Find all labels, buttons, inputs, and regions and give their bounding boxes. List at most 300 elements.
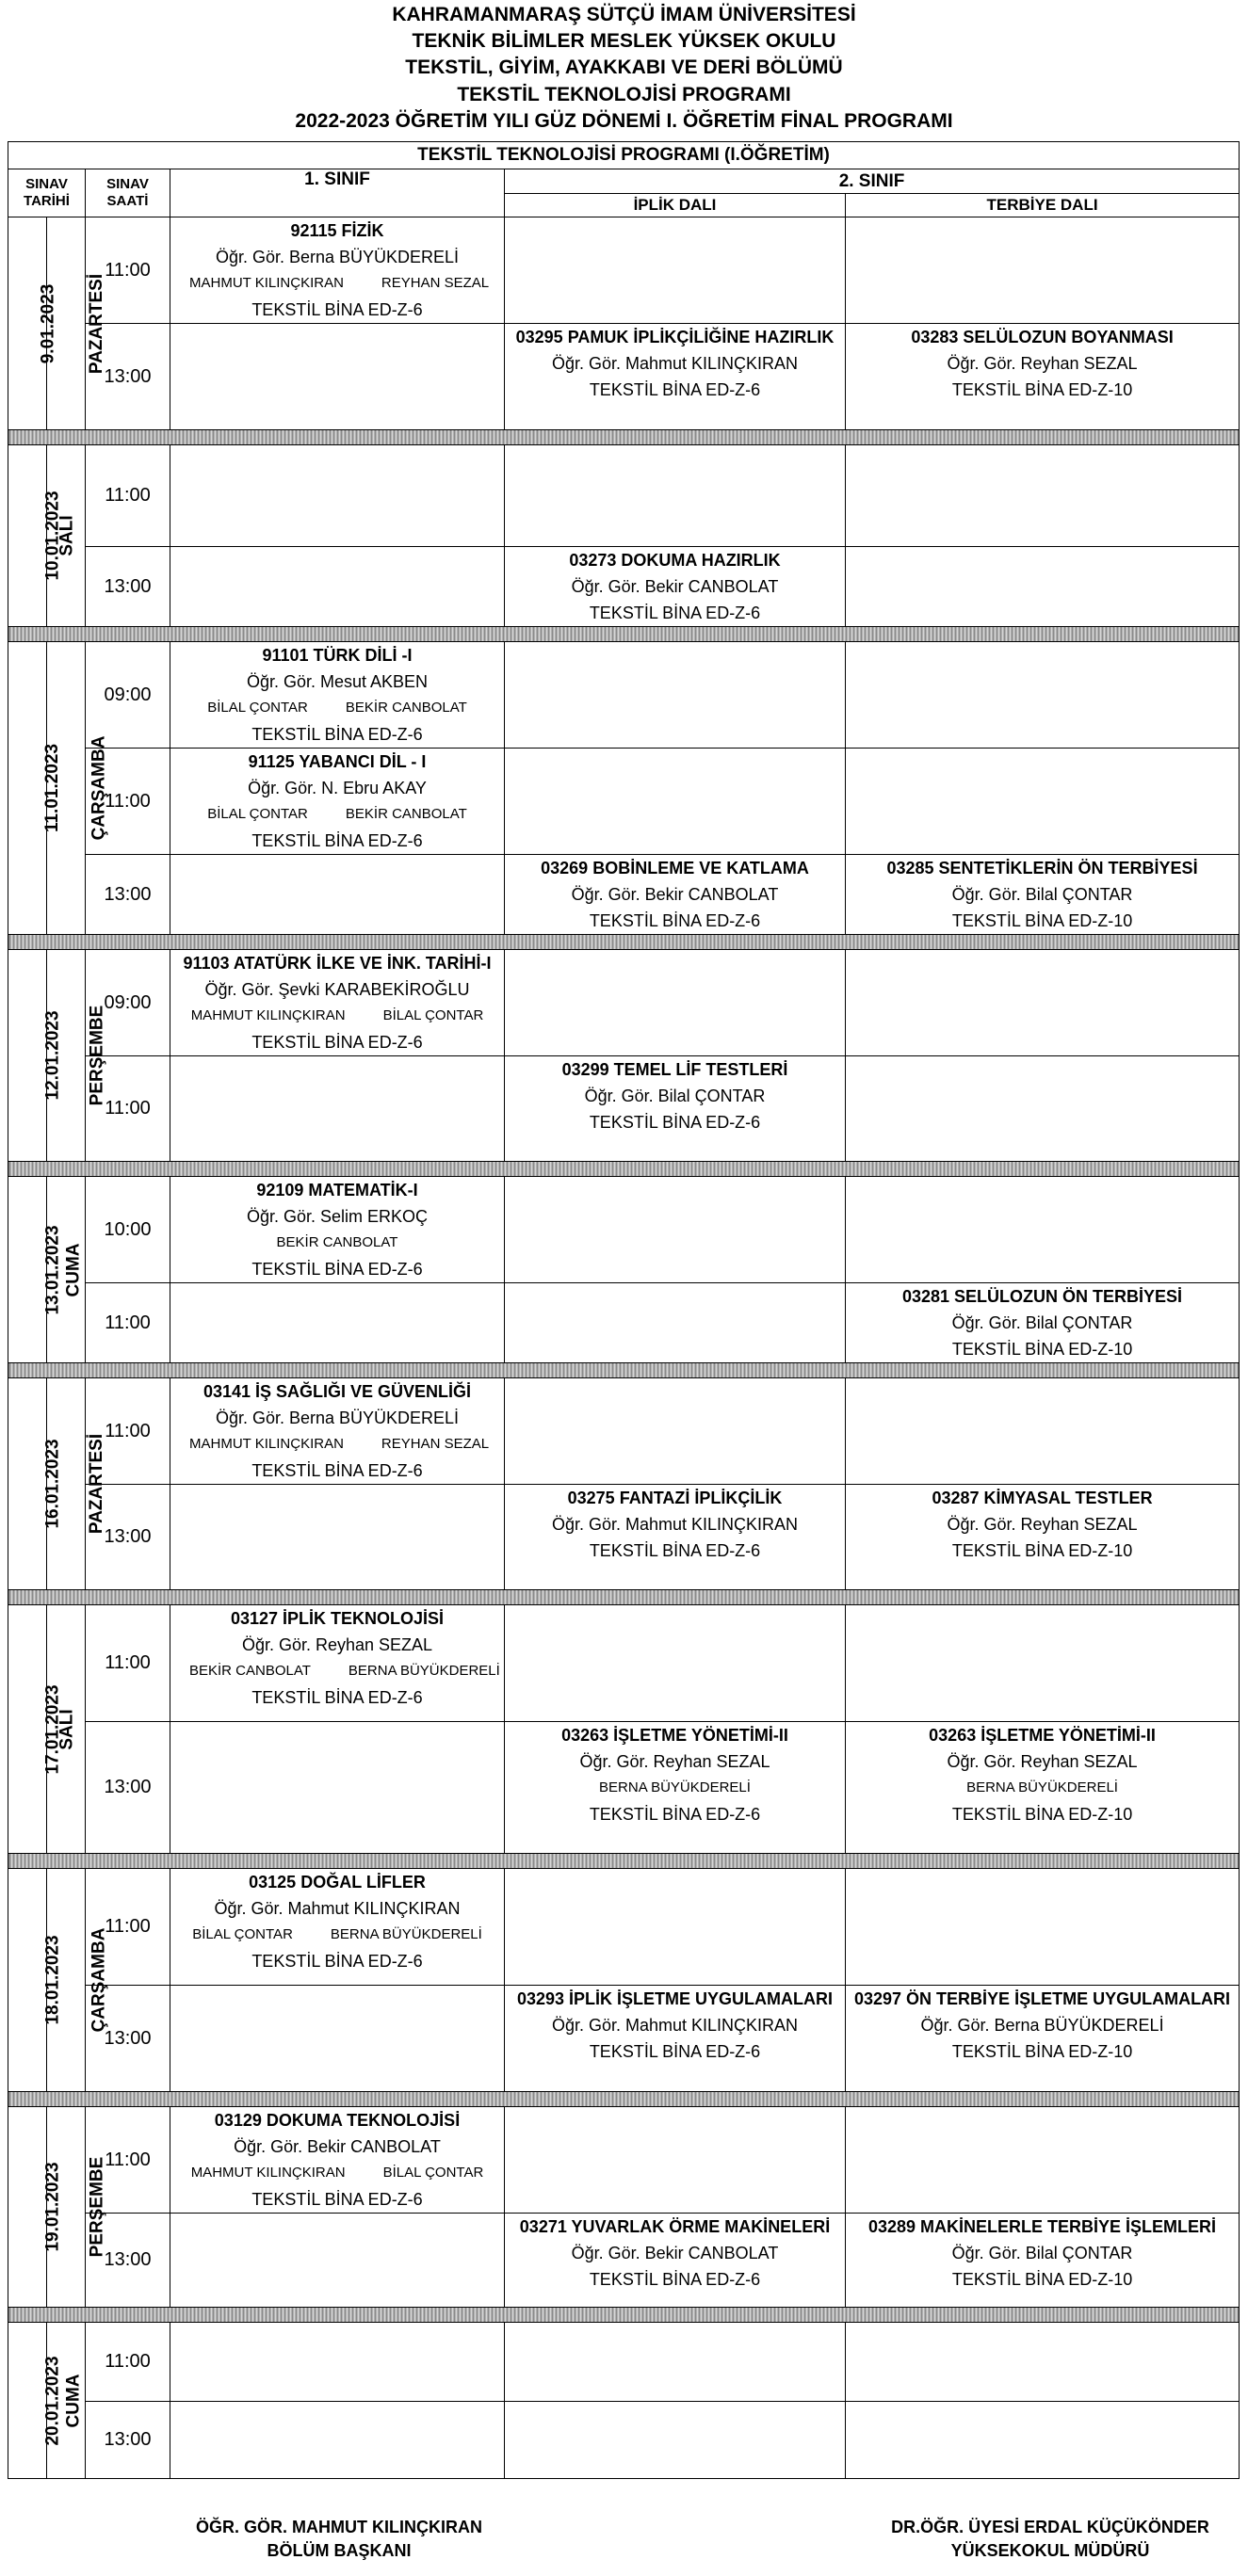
exam-date-cell: [8, 1605, 63, 1854]
exam-day-cell: [47, 445, 86, 627]
cell-terbiye: [846, 217, 1240, 324]
exam-entry: [846, 2214, 1239, 2293]
invigilator-name: BERNA BÜYÜKDERELİ: [348, 1663, 500, 1679]
day-separator: [8, 1363, 1240, 1378]
exam-entry: [846, 1485, 1239, 1564]
cell-terbiye: [846, 1177, 1240, 1283]
exam-location: TEKSTİL BİNA ED-Z-10: [951, 2042, 1133, 2061]
cell-terbiye: [846, 1869, 1240, 1986]
exam-title: 03273 DOKUMA HAZIRLIK: [569, 551, 781, 570]
exam-title: 03129 DOKUMA TEKNOLOJİSİ: [214, 2111, 461, 2130]
table-row: [8, 445, 1240, 547]
cell-iplik: [505, 1605, 846, 1722]
exam-entry: [505, 1056, 845, 1135]
cell-iplik: [505, 1986, 846, 2092]
exam-invigilators: [170, 801, 504, 828]
table-row: [8, 2214, 1240, 2308]
exam-entry: [505, 1722, 845, 1827]
signature-right-name: DR.ÖĞR. ÜYESİ ERDAL KÜÇÜKÖNDER: [891, 2518, 1209, 2536]
cell-class1: [170, 547, 505, 627]
exam-title: 03289 MAKİNELERLE TERBİYE İŞLEMLERİ: [867, 2217, 1217, 2236]
exam-entry: [505, 1485, 845, 1564]
exam-time: 09:00: [86, 642, 170, 749]
exam-time: 11:00: [86, 1056, 170, 1162]
invigilator-name: BERNA BÜYÜKDERELİ: [599, 1779, 751, 1795]
cell-iplik: [505, 950, 846, 1056]
exam-teacher: Öğr. Gör. Mahmut KILINÇKIRAN: [214, 1899, 461, 1918]
table-row: [8, 1283, 1240, 1363]
cell-terbiye: [846, 324, 1240, 430]
exam-invigilators: [170, 1230, 504, 1256]
exam-time: 11:00: [86, 1283, 170, 1363]
invigilator-name: BERNA BÜYÜKDERELİ: [966, 1779, 1118, 1795]
table-row: [8, 1605, 1240, 1722]
invigilator-name: MAHMUT KILINÇKIRAN: [189, 1436, 344, 1452]
exam-time: 11:00: [86, 1605, 170, 1722]
signature-left: [160, 2516, 518, 2563]
cell-iplik: [505, 2107, 846, 2214]
table-row: [8, 2323, 1240, 2402]
invigilator-name: BİLAL ÇONTAR: [207, 700, 308, 716]
invigilator-name: BERNA BÜYÜKDERELİ: [330, 1926, 482, 1942]
exam-date-cell: [8, 1177, 63, 1363]
exam-location: TEKSTİL BİNA ED-Z-10: [951, 1805, 1133, 1824]
exam-location: TEKSTİL BİNA ED-Z-6: [589, 1113, 761, 1132]
table-row: [8, 1485, 1240, 1590]
exam-title: 03287 KİMYASAL TESTLER: [932, 1489, 1153, 1507]
exam-date: 16.01.2023: [42, 1439, 63, 1529]
invigilator-name: MAHMUT KILINÇKIRAN: [189, 275, 344, 291]
day-separator: [8, 1590, 1240, 1605]
cell-class1: [170, 1283, 505, 1363]
table-row: [8, 1869, 1240, 1986]
exam-time: 11:00: [86, 217, 170, 324]
cell-iplik: [505, 2402, 846, 2479]
exam-date: 12.01.2023: [42, 1010, 63, 1101]
exam-title: 03283 SELÜLOZUN BOYANMASI: [911, 328, 1174, 346]
cell-class1: [170, 1485, 505, 1590]
exam-time: 11:00: [86, 1378, 170, 1485]
exam-location: TEKSTİL BİNA ED-Z-10: [951, 2270, 1133, 2289]
exam-title: 03269 BOBİNLEME VE KATLAMA: [541, 859, 809, 877]
exam-location: TEKSTİL BİNA ED-Z-10: [951, 1541, 1133, 1560]
day-separator: [8, 430, 1240, 445]
exam-location: TEKSTİL BİNA ED-Z-6: [589, 604, 761, 622]
exam-day: SALI: [57, 1708, 77, 1750]
exam-invigilators: [846, 1775, 1239, 1801]
table-row: [8, 950, 1240, 1056]
cell-iplik: [505, 324, 846, 430]
table-row: [8, 2402, 1240, 2479]
exam-title: 91103 ATATÜRK İLKE VE İNK. TARİHİ-I: [183, 954, 492, 973]
cell-iplik: [505, 642, 846, 749]
exam-day-cell: [47, 217, 107, 430]
exam-teacher: Öğr. Gör. Mesut AKBEN: [246, 672, 429, 691]
signature-left-name: ÖĞR. GÖR. MAHMUT KILINÇKIRAN: [196, 2518, 482, 2536]
exam-invigilators: [170, 695, 504, 721]
exam-entry: [170, 1869, 504, 1974]
table-row: [8, 855, 1240, 935]
exam-teacher: Öğr. Gör. Berna BÜYÜKDERELİ: [215, 248, 460, 266]
exam-location: TEKSTİL BİNA ED-Z-6: [251, 1688, 423, 1707]
exam-day: CUMA: [63, 2374, 84, 2427]
exam-entry: [170, 950, 504, 1055]
exam-time: 13:00: [86, 547, 170, 627]
exam-entry: [846, 324, 1239, 403]
exam-location: TEKSTİL BİNA ED-Z-10: [951, 380, 1133, 399]
cell-class1: [170, 2402, 505, 2479]
cell-class1: [170, 2323, 505, 2402]
cell-terbiye: [846, 1056, 1240, 1162]
exam-entry: [505, 324, 845, 403]
exam-location: TEKSTİL BİNA ED-Z-6: [251, 1033, 423, 1052]
table-row: [8, 2107, 1240, 2214]
exam-location: TEKSTİL BİNA ED-Z-6: [589, 1541, 761, 1560]
signature-left-role: BÖLÜM BAŞKANI: [267, 2541, 412, 2560]
exam-date: 11.01.2023: [42, 743, 63, 833]
exam-teacher: Öğr. Gör. Reyhan SEZAL: [241, 1635, 433, 1654]
cell-iplik: [505, 1056, 846, 1162]
exam-date: 18.01.2023: [42, 1935, 63, 2025]
table-row: [8, 642, 1240, 749]
exam-location: TEKSTİL BİNA ED-Z-6: [251, 2190, 423, 2209]
cell-class1: [170, 855, 505, 935]
exam-day: PAZARTESİ: [87, 273, 107, 374]
exam-date-cell: [8, 1378, 63, 1590]
cell-class1: [170, 1378, 505, 1485]
exam-day-cell: [47, 950, 107, 1162]
exam-title: 03263 İŞLETME YÖNETİMİ-II: [929, 1726, 1156, 1745]
cell-iplik: [505, 2214, 846, 2308]
exam-location: TEKSTİL BİNA ED-Z-6: [589, 2042, 761, 2061]
exam-invigilators: [170, 2160, 504, 2186]
cell-terbiye: [846, 2107, 1240, 2214]
day-separator: [8, 2092, 1240, 2107]
exam-time: 11:00: [86, 2323, 170, 2402]
exam-location: TEKSTİL BİNA ED-Z-10: [951, 911, 1133, 930]
cell-terbiye: [846, 445, 1240, 547]
cell-terbiye: [846, 547, 1240, 627]
cell-class1: [170, 324, 505, 430]
header-line-5: 2022-2023 ÖĞRETİM YILI GÜZ DÖNEMİ I. ÖĞRETİM FİNAL PROGRAMI: [295, 110, 953, 132]
exam-time: 13:00: [86, 2402, 170, 2479]
exam-teacher: Öğr. Gör. Mahmut KILINÇKIRAN: [551, 2016, 799, 2035]
day-separator: [8, 1162, 1240, 1177]
invigilator-name: MAHMUT KILINÇKIRAN: [190, 1007, 346, 1023]
cell-class1: [170, 445, 505, 547]
table-row: [8, 324, 1240, 430]
exam-teacher: Öğr. Gör. Bekir CANBOLAT: [571, 2244, 779, 2262]
table-title: TEKSTİL TEKNOLOJİSİ PROGRAMI (I.ÖĞRETİM): [8, 142, 1240, 169]
exam-teacher: Öğr. Gör. Berna BÜYÜKDERELİ: [215, 1409, 460, 1427]
invigilator-name: BEKİR CANBOLAT: [345, 806, 467, 822]
col-header-branch-iplik: İPLİK DALI: [505, 194, 846, 217]
exam-time: 11:00: [86, 1869, 170, 1986]
exam-teacher: Öğr. Gör. Reyhan SEZAL: [579, 1752, 770, 1771]
exam-location: TEKSTİL BİNA ED-Z-6: [589, 2270, 761, 2289]
exam-title: 03141 İŞ SAĞLIĞI VE GÜVENLİĞİ: [203, 1382, 472, 1401]
exam-teacher: Öğr. Gör. Reyhan SEZAL: [947, 1752, 1138, 1771]
exam-title: 03295 PAMUK İPLİKÇİLİĞİNE HAZIRLIK: [515, 328, 835, 346]
cell-terbiye: [846, 1986, 1240, 2092]
day-separator: [8, 627, 1240, 642]
exam-title: 03285 SENTETİKLERİN ÖN TERBİYESİ: [886, 859, 1198, 877]
exam-date-cell: [8, 2323, 63, 2479]
invigilator-name: REYHAN SEZAL: [381, 275, 490, 291]
exam-time: 11:00: [86, 2107, 170, 2214]
exam-location: TEKSTİL BİNA ED-Z-6: [589, 380, 761, 399]
exam-time: 13:00: [86, 1722, 170, 1854]
exam-entry: [505, 855, 845, 934]
cell-terbiye: [846, 2323, 1240, 2402]
exam-teacher: Öğr. Gör. Reyhan SEZAL: [947, 354, 1138, 373]
exam-teacher: Öğr. Gör. Bekir CANBOLAT: [571, 885, 779, 904]
signature-right: [852, 2516, 1248, 2563]
exam-teacher: Öğr. Gör. Reyhan SEZAL: [947, 1515, 1138, 1534]
exam-teacher: Öğr. Gör. Bilal ÇONTAR: [951, 1313, 1133, 1332]
invigilator-name: BİLAL ÇONTAR: [192, 1926, 293, 1942]
exam-day-cell: [47, 1378, 107, 1590]
cell-class1: [170, 1056, 505, 1162]
exam-title: 03125 DOĞAL LİFLER: [249, 1873, 426, 1892]
col-header-class1: 1. SINIF: [170, 169, 505, 217]
exam-title: 03271 YUVARLAK ÖRME MAKİNELERİ: [519, 2217, 831, 2236]
exam-date-cell: [8, 1869, 63, 2092]
cell-iplik: [505, 1283, 846, 1363]
cell-terbiye: [846, 1378, 1240, 1485]
header-line-2: TEKNİK BİLİMLER MESLEK YÜKSEK OKULU: [412, 30, 836, 52]
cell-class1: [170, 642, 505, 749]
exam-date-cell: [8, 642, 63, 935]
exam-day-cell: [47, 1605, 86, 1854]
cell-terbiye: [846, 950, 1240, 1056]
cell-terbiye: [846, 855, 1240, 935]
exam-entry: [170, 1378, 504, 1484]
exam-teacher: Öğr. Gör. Berna BÜYÜKDERELİ: [920, 2016, 1164, 2035]
exam-time: 13:00: [86, 1986, 170, 2092]
exam-date: 10.01.2023: [42, 491, 63, 581]
exam-invigilators: [505, 1775, 845, 1801]
cell-terbiye: [846, 1283, 1240, 1363]
invigilator-name: BİLAL ÇONTAR: [207, 806, 308, 822]
exam-time: 10:00: [86, 1177, 170, 1283]
exam-title: 92115 FİZİK: [290, 221, 384, 240]
exam-entry: [170, 749, 504, 854]
col-header-time: SINAV SAATİ: [86, 169, 170, 217]
exam-day: PERŞEMBE: [87, 2156, 107, 2258]
exam-day: ÇARŞAMBA: [89, 1927, 109, 2033]
exam-time: 11:00: [86, 445, 170, 547]
invigilator-name: BEKİR CANBOLAT: [189, 1663, 311, 1679]
table-row: [8, 1378, 1240, 1485]
exam-day: SALI: [57, 515, 77, 556]
cell-iplik: [505, 2323, 846, 2402]
exam-teacher: Öğr. Gör. Bilal ÇONTAR: [951, 885, 1133, 904]
exam-title: 03281 SELÜLOZUN ÖN TERBİYESİ: [901, 1287, 1183, 1306]
cell-terbiye: [846, 2402, 1240, 2479]
exam-location: TEKSTİL BİNA ED-Z-6: [251, 1461, 423, 1480]
exam-teacher: Öğr. Gör. Bilal ÇONTAR: [951, 2244, 1133, 2262]
table-row: [8, 1986, 1240, 2092]
exam-entry: [170, 217, 504, 323]
exam-entry: [846, 1283, 1239, 1362]
exam-date-cell: [8, 217, 58, 430]
exam-time: 13:00: [86, 2214, 170, 2308]
exam-day: CUMA: [63, 1243, 84, 1296]
exam-date-cell: [8, 2107, 63, 2308]
cell-class1: [170, 1869, 505, 1986]
exam-location: TEKSTİL BİNA ED-Z-6: [251, 300, 423, 319]
cell-terbiye: [846, 1722, 1240, 1854]
cell-class1: [170, 1722, 505, 1854]
cell-iplik: [505, 547, 846, 627]
header-line-4: TEKSTİL TEKNOLOJİSİ PROGRAMI: [457, 84, 791, 105]
col-header-branch-terbiye: TERBİYE DALI: [846, 194, 1240, 217]
exam-date-cell: [8, 445, 63, 627]
invigilator-name: BİLAL ÇONTAR: [382, 1007, 484, 1023]
signature-right-role: YÜKSEKOKUL MÜDÜRÜ: [950, 2541, 1150, 2560]
cell-class1: [170, 217, 505, 324]
exam-day-cell: [47, 1177, 86, 1363]
exam-time: 13:00: [86, 1485, 170, 1590]
exam-date: 17.01.2023: [42, 1683, 63, 1775]
exam-title: 03275 FANTAZİ İPLİKÇİLİK: [567, 1489, 783, 1507]
exam-teacher: Öğr. Gör. N. Ebru AKAY: [248, 779, 427, 797]
invigilator-name: BEKİR CANBOLAT: [345, 700, 467, 716]
exam-entry: [505, 2214, 845, 2293]
table-row: [8, 547, 1240, 627]
schedule-body: [8, 217, 1240, 2479]
exam-title: 92109 MATEMATİK-I: [256, 1181, 418, 1199]
cell-class1: [170, 1986, 505, 2092]
exam-date: 20.01.2023: [42, 2355, 63, 2446]
cell-class1: [170, 749, 505, 855]
cell-class1: [170, 2214, 505, 2308]
cell-iplik: [505, 1485, 846, 1590]
cell-iplik: [505, 855, 846, 935]
exam-invigilators: [170, 1431, 504, 1457]
cell-class1: [170, 1605, 505, 1722]
exam-day: ÇARŞAMBA: [89, 735, 109, 841]
exam-day-cell: [47, 1869, 109, 2092]
table-row: [8, 1177, 1240, 1283]
exam-title: 03263 İŞLETME YÖNETİMİ-II: [561, 1726, 788, 1745]
cell-terbiye: [846, 642, 1240, 749]
exam-time: 11:00: [86, 749, 170, 855]
exam-day: PERŞEMBE: [87, 1005, 107, 1106]
exam-teacher: Öğr. Gör. Bekir CANBOLAT: [234, 2137, 441, 2156]
exam-time: 09:00: [86, 950, 170, 1056]
exam-title: 03297 ÖN TERBİYE İŞLETME UYGULAMALARI: [854, 1989, 1231, 2008]
exam-entry: [170, 2107, 504, 2213]
exam-teacher: Öğr. Gör. Mahmut KILINÇKIRAN: [551, 354, 799, 373]
invigilator-name: BİLAL ÇONTAR: [382, 2165, 484, 2181]
exam-title: 03127 İPLİK TEKNOLOJİSİ: [230, 1609, 445, 1628]
col-header-date: SINAV TARİHİ: [8, 169, 86, 217]
cell-class1: [170, 2107, 505, 2214]
cell-iplik: [505, 217, 846, 324]
exam-date-cell: [8, 950, 63, 1162]
exam-invigilators: [170, 1658, 504, 1684]
exam-date: 19.01.2023: [42, 2162, 63, 2252]
exam-day: PAZARTESİ: [87, 1433, 107, 1535]
exam-day-cell: [47, 642, 109, 935]
exam-teacher: Öğr. Gör. Selim ERKOÇ: [246, 1207, 429, 1226]
exam-teacher: Öğr. Gör. Mahmut KILINÇKIRAN: [551, 1515, 799, 1534]
invigilator-name: BEKİR CANBOLAT: [276, 1234, 398, 1250]
exam-invigilators: [170, 270, 504, 297]
exam-date: 9.01.2023: [38, 283, 58, 363]
exam-entry: [170, 642, 504, 748]
exam-location: TEKSTİL BİNA ED-Z-6: [589, 911, 761, 930]
table-row: [8, 217, 1240, 324]
cell-iplik: [505, 1378, 846, 1485]
exam-teacher: Öğr. Gör. Bekir CANBOLAT: [571, 577, 779, 596]
exam-title: 03299 TEMEL LİF TESTLERİ: [561, 1060, 788, 1079]
exam-schedule-table: [8, 141, 1240, 2479]
exam-teacher: Öğr. Gör. Bilal ÇONTAR: [584, 1087, 766, 1105]
exam-day-cell: [47, 2107, 107, 2308]
exam-location: TEKSTİL BİNA ED-Z-6: [251, 831, 423, 850]
exam-title: 91101 TÜRK DİLİ -I: [262, 646, 413, 665]
exam-entry: [170, 1605, 504, 1711]
exam-title: 03293 İPLİK İŞLETME UYGULAMALARI: [516, 1989, 834, 2008]
day-separator: [8, 2308, 1240, 2323]
exam-location: TEKSTİL BİNA ED-Z-6: [251, 1952, 423, 1971]
exam-invigilators: [170, 1003, 504, 1029]
cell-class1: [170, 950, 505, 1056]
cell-iplik: [505, 1869, 846, 1986]
exam-entry: [505, 547, 845, 626]
exam-time: 13:00: [86, 324, 170, 430]
header-line-3: TEKSTİL, GİYİM, AYAKKABI VE DERİ BÖLÜMÜ: [405, 56, 843, 78]
cell-iplik: [505, 1722, 846, 1854]
invigilator-name: MAHMUT KILINÇKIRAN: [190, 2165, 346, 2181]
exam-entry: [846, 1986, 1239, 2065]
cell-class1: [170, 1177, 505, 1283]
exam-location: TEKSTİL BİNA ED-Z-6: [589, 1805, 761, 1824]
exam-entry: [846, 1722, 1239, 1827]
cell-terbiye: [846, 1605, 1240, 1722]
exam-entry: [170, 1177, 504, 1282]
day-separator: [8, 935, 1240, 950]
exam-entry: [846, 855, 1239, 934]
header-line-1: KAHRAMANMARAŞ SÜTÇÜ İMAM ÜNİVERSİTESİ: [392, 4, 856, 25]
exam-location: TEKSTİL BİNA ED-Z-6: [251, 1260, 423, 1279]
exam-entry: [505, 1986, 845, 2065]
exam-location: TEKSTİL BİNA ED-Z-10: [951, 1340, 1133, 1359]
cell-terbiye: [846, 749, 1240, 855]
cell-iplik: [505, 749, 846, 855]
day-separator: [8, 1854, 1240, 1869]
table-row: [8, 1722, 1240, 1854]
cell-iplik: [505, 445, 846, 547]
exam-invigilators: [170, 1922, 504, 1948]
invigilator-name: REYHAN SEZAL: [381, 1436, 490, 1452]
col-header-class2: 2. SINIF: [505, 169, 1240, 194]
exam-teacher: Öğr. Gör. Şevki KARABEKİROĞLU: [204, 980, 470, 999]
table-row: [8, 1056, 1240, 1162]
table-row: [8, 749, 1240, 855]
exam-time: 13:00: [86, 855, 170, 935]
exam-day-cell: [47, 2323, 86, 2479]
exam-location: TEKSTİL BİNA ED-Z-6: [251, 725, 423, 744]
exam-date: 13.01.2023: [42, 1224, 63, 1315]
cell-terbiye: [846, 1485, 1240, 1590]
cell-terbiye: [846, 2214, 1240, 2308]
cell-iplik: [505, 1177, 846, 1283]
exam-title: 91125 YABANCI DİL - I: [248, 752, 427, 771]
